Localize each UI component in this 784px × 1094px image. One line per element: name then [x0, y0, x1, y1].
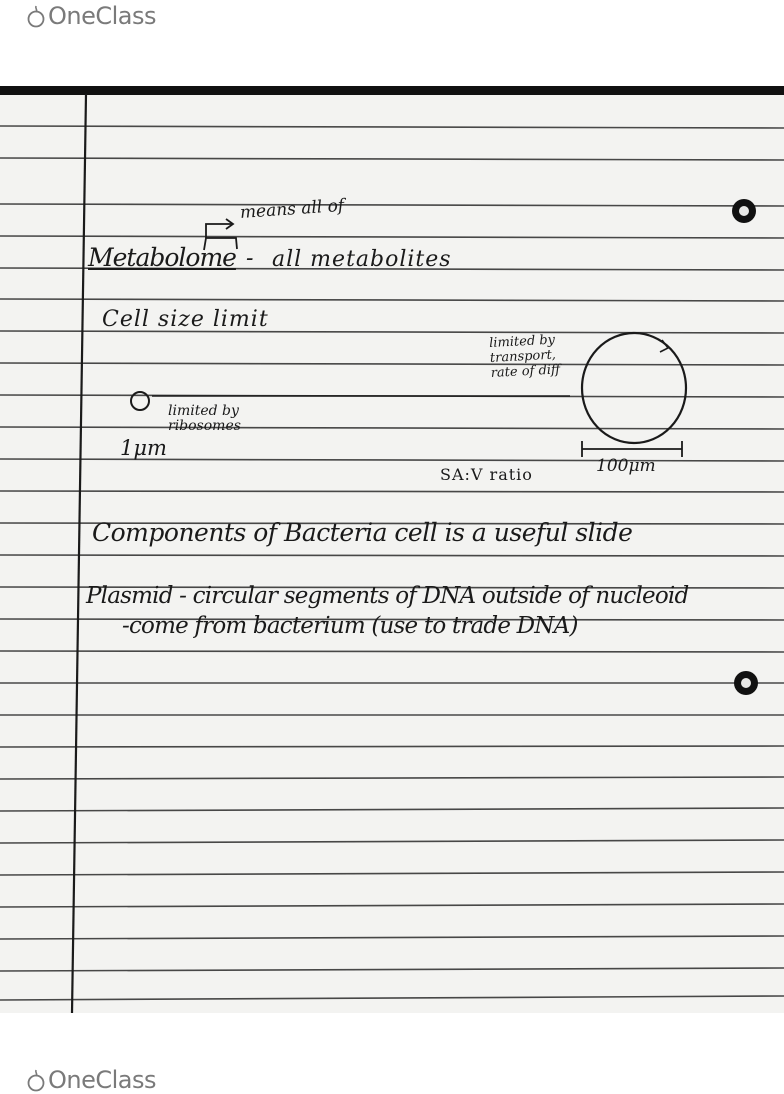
- large-cell: [582, 333, 686, 443]
- brand-name: OneClass: [48, 1066, 157, 1094]
- notebook-page: [0, 86, 784, 1013]
- paper-lines: [0, 86, 784, 1013]
- note-means-all-of: means all of: [239, 195, 345, 223]
- note-sa-v-ratio: SA:V ratio: [440, 465, 533, 484]
- brand-name: OneClass: [48, 2, 157, 30]
- note-come-from: -come from bacterium (use to trade DNA): [122, 613, 578, 639]
- binder-hole-icon: [734, 671, 758, 695]
- note-cell-size-limit: Cell size limit: [102, 307, 269, 332]
- note-large-size: 100μm: [596, 456, 656, 476]
- note-dash: -: [246, 246, 254, 271]
- oneclass-logo: [26, 1066, 156, 1094]
- note-small-size: 1μm: [120, 436, 167, 460]
- oneclass-logo: [26, 2, 156, 30]
- oneclass-logo-icon: [26, 1068, 46, 1092]
- note-components: Components of Bacteria cell is a useful slide: [92, 518, 633, 547]
- note-limited-by-transport: limited by transport, rate of diff: [488, 332, 561, 381]
- note-all-metabolites: all metabolites: [272, 247, 452, 272]
- binder-hole-icon: [732, 199, 756, 223]
- note-metabolome: Metabolome: [88, 243, 236, 272]
- note-limited-by-ribosomes: limited by ribosomes: [168, 403, 241, 434]
- note-plasmid: Plasmid - circular segments of DNA outside of nucleoid: [86, 583, 689, 609]
- oneclass-logo-icon: [26, 4, 46, 28]
